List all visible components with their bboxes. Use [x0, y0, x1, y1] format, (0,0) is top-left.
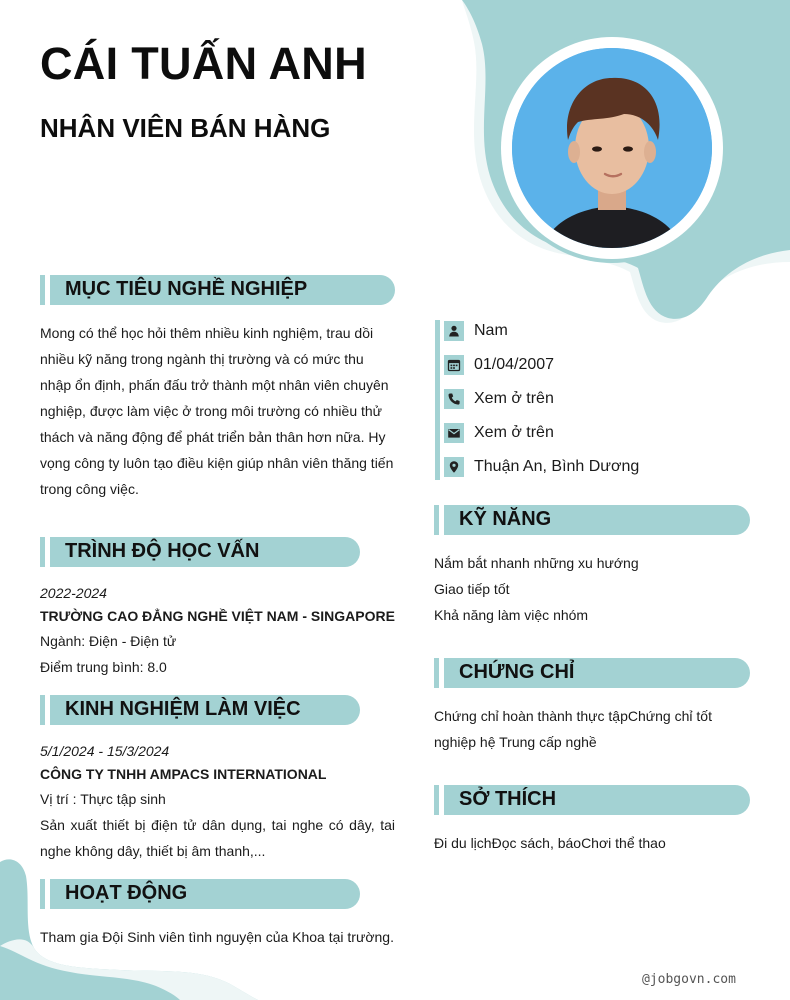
skill-item: Giao tiếp tốt	[434, 581, 510, 597]
section-header-experience	[40, 695, 360, 725]
calendar-icon	[444, 355, 464, 375]
section-title: SỞ THÍCH	[459, 788, 557, 810]
section-title: KINH NGHIỆM LÀM VIỆC	[65, 698, 301, 720]
education-period: 2022-2024	[40, 585, 107, 601]
skill-item: Nắm bắt nhanh những xu hướng	[434, 555, 639, 571]
section-header-certificates	[434, 658, 750, 688]
education-major: Ngành: Điện - Điện tử	[40, 633, 177, 649]
section-title: CHỨNG CHỈ	[459, 661, 575, 683]
section-header-education	[40, 537, 360, 567]
contact-email	[444, 422, 554, 444]
activities-text: Tham gia Đội Sinh viên tình nguyện của Khoa tại trường.	[40, 929, 394, 945]
contact-text: Thuận An, Bình Dương	[474, 458, 640, 475]
experience-company: CÔNG TY TNHH AMPACS INTERNATIONAL	[40, 766, 327, 782]
section-title: HOẠT ĐỘNG	[65, 882, 188, 904]
section-header-activities	[40, 879, 360, 909]
contact-accent-bar	[435, 320, 440, 480]
candidate-name: CÁI TUẤN ANH	[40, 38, 367, 89]
profile-photo	[512, 48, 712, 248]
profile-photo-frame	[501, 37, 723, 259]
portrait-illustration	[512, 48, 712, 248]
contact-gender	[444, 320, 508, 342]
experience-description: Sản xuất thiết bị điện tử dân dụng, tai nghe có dây, tai nghe không dây, thiết bị âm thanh,...	[40, 817, 395, 859]
person-icon	[444, 321, 464, 341]
location-pin-icon	[444, 457, 464, 477]
contact-address	[444, 456, 639, 478]
section-title: KỸ NĂNG	[459, 508, 552, 530]
contact-birthday	[444, 354, 554, 376]
section-header-objective	[40, 275, 395, 305]
certificates-text: Chứng chỉ hoàn thành thực tậpChứng chỉ tốt nghiệp hệ Trung cấp nghề	[434, 708, 712, 750]
education-gpa: Điểm trung bình: 8.0	[40, 659, 167, 675]
contact-text: Xem ở trên	[474, 424, 554, 441]
mail-icon	[444, 423, 464, 443]
section-header-hobbies	[434, 785, 750, 815]
skill-item: Khả năng làm việc nhóm	[434, 607, 589, 623]
contact-phone	[444, 388, 554, 410]
objective-text: Mong có thể học hỏi thêm nhiều kinh nghiệm, trau dồi nhiều kỹ năng trong ngành thị trường và có mức thu nhập ổn định, phấn đấu trở thành một nhân viên chuyên nghiệp, được làm việc ở trong môi trường có nhiều thử thách và năng động để phát triển bản thân hơn nữa. Hy vọng công ty luôn tạo điều kiện giúp nhân viên thăng tiến trong công việc.	[40, 325, 394, 497]
section-header-skills	[434, 505, 750, 535]
hobbies-text: Đi du lịchĐọc sách, báoChơi thể thao	[434, 835, 666, 851]
contact-text: Nam	[474, 322, 508, 339]
phone-icon	[444, 389, 464, 409]
experience-role: Vị trí : Thực tập sinh	[40, 791, 166, 807]
watermark: @jobgovn.com	[642, 972, 736, 987]
experience-period: 5/1/2024 - 15/3/2024	[40, 743, 170, 759]
education-school: TRƯỜNG CAO ĐẲNG NGHỀ VIỆT NAM - SINGAPORE	[40, 608, 395, 624]
candidate-position: NHÂN VIÊN BÁN HÀNG	[40, 113, 331, 143]
section-title: TRÌNH ĐỘ HỌC VẤN	[65, 540, 260, 562]
section-title: MỤC TIÊU NGHỀ NGHIỆP	[65, 278, 308, 300]
contact-text: Xem ở trên	[474, 390, 554, 407]
contact-text: 01/04/2007	[474, 356, 555, 373]
